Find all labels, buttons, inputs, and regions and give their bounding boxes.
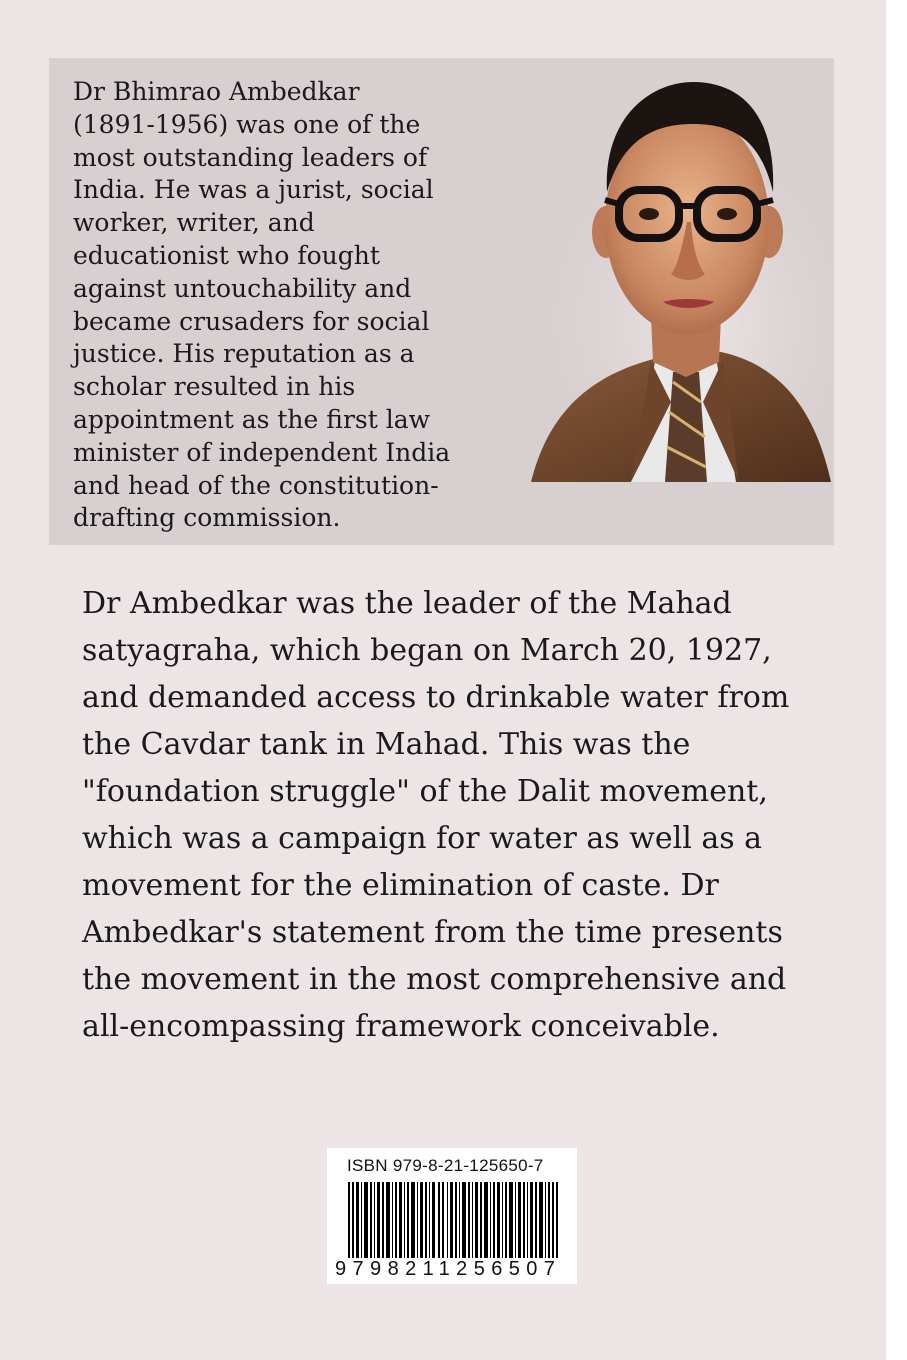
- author-bio-text: Dr Bhimrao Ambedkar (1891-1956) was one of the most outstanding leaders of India. He was a jurist, social worker, writer, and educationist who fought against untouchability and became crusaders for social justice. His reputation as a scholar resulted in his appointment as the first law minister of independent India and head of the constitution- drafting commission.: [73, 77, 451, 533]
- author-bio-panel: [49, 58, 834, 545]
- barcode-digits: [335, 1258, 571, 1280]
- book-summary-text: Dr Ambedkar was the leader of the Mahad satyagraha, which began on March 20, 1927, and demanded access to drinkable water from the Cavdar tank in Mahad. This was the "foundation struggle" of the Dalit movement, which was a campaign for water as well as a movement for the elimination of caste. Dr Ambedkar's statement from the time presents the movement in the most comprehensive and all-encompassing framework conceivable.: [82, 586, 790, 1044]
- isbn-label: ISBN 979-8-21-125650-7: [347, 1156, 544, 1175]
- isbn-barcode: [327, 1148, 577, 1284]
- barcode-number: 9798211256507: [335, 1258, 562, 1280]
- author-portrait: [511, 72, 831, 482]
